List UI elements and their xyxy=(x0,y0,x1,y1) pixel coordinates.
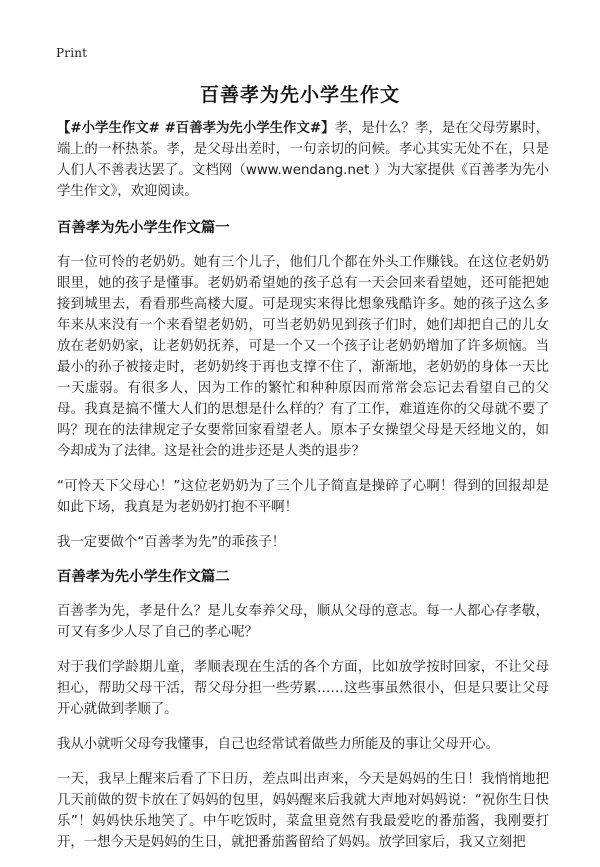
article-body xyxy=(57,118,549,867)
section-heading-1: 百善孝为先小学生作文篇一 xyxy=(57,220,230,236)
intro-paragraph xyxy=(57,118,549,202)
intro-text: 孝，是什么？孝，是在父母劳累时，端上的一杯热茶。孝，是父母出差时，一句亲切的问候。孝心其实无处不在，只是人们人不善表达罢了。文档网（www.wendang.net ）为大家提供《百善孝为先小学生作文》，欢迎阅读。 xyxy=(57,121,549,199)
section-1-paragraph-1: 有一位可怜的老奶奶。她有三个儿子，他们几个都在外头工作赚钱。在这位老奶奶眼里，她的孩子是懂事。老奶奶希望她的孩子总有一天会回来看望她，还可能把她接到城里去，看看那些高楼大厦。可是现实来得比想象残酷许多。她的孩子这么多年来从来没有一个来看望老奶奶，可当老奶奶见到孩子们时，她们却把自己的儿女放在老奶奶家，让老奶奶抚养，可是一个又一个孩子让老奶奶增加了许多烦恼。当最小的孙子被接走时，老奶奶终于再也支撑不住了，渐渐地，老奶奶的身体一天比一天虚弱。有很多人，因为工作的繁忙和种种原因而常常会忘记去看望自己的父母。我真是搞不懂大人们的思想是什么样的？有了工作，难道连你的父母就不要了吗？现在的法律规定子女要常回家看望老人。原本子女操望父母是天经地义的，如今却成为了法律。这是社会的进步还是人类的退步？ xyxy=(57,255,549,459)
print-label[interactable]: Print xyxy=(56,46,88,60)
section-heading-2: 百善孝为先小学生作文篇二 xyxy=(57,569,230,585)
section-2-paragraph-1: 百善孝为先，孝是什么？是儿女奉养父母，顺从父母的意志。每一人都心存孝敬，可又有多少人尽了自己的孝心呢？ xyxy=(57,604,549,640)
section-2-paragraph-4: 一天，我早上醒来后看了下日历，差点叫出声来，今天是妈妈的生日！我悄悄地把几天前做的贺卡放在了妈妈的包里，妈妈醒来后我就大声地对妈妈说：“祝你生日快乐”！妈妈快乐地笑了。中午吃饭时，菜盒里竟然有我最爱吃的番茄酱，我刚要打开，一想今天是妈妈的生日，就把番茄酱留给了妈妈。放学回家后，我又立刻把 xyxy=(57,772,549,850)
section-2-paragraph-3: 我从小就听父母夸我懂事，自己也经常试着做些力所能及的事让父母开心。 xyxy=(57,737,499,752)
page-title: 百善孝为先小学生作文 xyxy=(199,84,400,106)
section-1-paragraph-2: “可怜天下父母心！”这位老奶奶为了三个儿子简直是操碎了心啊！得到的回报却是如此下场，我真是为老奶奶打抱不平啊！ xyxy=(57,479,549,515)
intro-tags: 【#小学生作文# #百善孝为先小学生作文#】 xyxy=(57,121,335,136)
section-1-paragraph-3: 我一定要做个“百善孝为先”的乖孩子！ xyxy=(57,535,286,550)
section-2-paragraph-2: 对于我们学龄期儿童，孝顺表现在生活的各个方面，比如放学按时回家，不让父母担心，帮助父母干活，帮父母分担一些劳累……这些事虽然很小，但是只要让父母开心就做到孝顺了。 xyxy=(57,660,549,717)
